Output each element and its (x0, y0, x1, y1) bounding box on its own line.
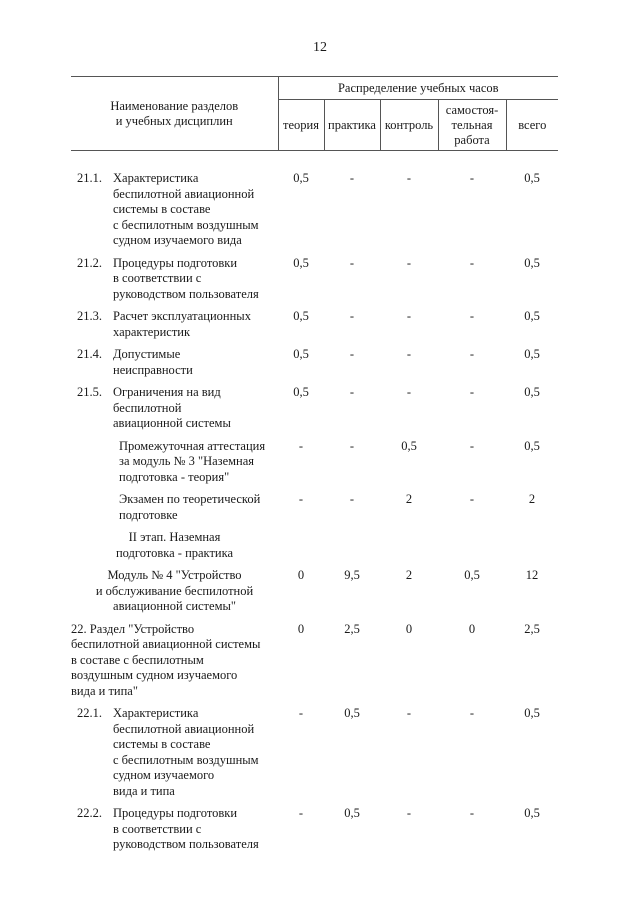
theory-value: 0,5 (293, 171, 309, 185)
table-row (71, 706, 558, 806)
control-value: 0,5 (401, 438, 417, 453)
name-column-header-text: Наименование разделов и учебных дисциплин (110, 98, 239, 128)
control-value: - (406, 255, 412, 270)
table-row (71, 492, 558, 530)
total-value: 0,5 (524, 385, 540, 399)
name-column-header (71, 77, 278, 151)
section-number: 21.3. (77, 309, 102, 323)
column-header-theory: теория (278, 100, 324, 151)
hours-distribution-header: Распределение учебных часов (278, 77, 558, 100)
self-study-value (438, 530, 506, 568)
discipline-cell (71, 568, 278, 622)
discipline-title: Расчет эксплуатационных характеристик (113, 309, 251, 339)
theory-value: 0 (297, 621, 305, 636)
practice-value: - (349, 347, 355, 361)
total-value: 0,5 (524, 706, 540, 720)
theory-value: - (298, 706, 304, 720)
control-value (380, 530, 438, 568)
theory-value (278, 530, 324, 568)
self-study-value: - (469, 706, 475, 720)
discipline-title: Процедуры подготовки в соответствии с руководством пользователя (113, 255, 259, 301)
table-row (71, 806, 558, 860)
discipline-cell (71, 309, 278, 347)
control-value: - (406, 309, 412, 323)
table-row (71, 530, 558, 568)
table-row (71, 385, 558, 439)
column-header-control: контроль (380, 100, 438, 151)
control-value: 2 (405, 568, 413, 582)
discipline-cell (71, 530, 278, 568)
table-row (71, 256, 558, 310)
practice-value: - (349, 385, 355, 399)
theory-value: 0,5 (293, 347, 309, 361)
discipline-cell (71, 492, 278, 530)
discipline-cell (71, 706, 278, 806)
column-header-practice: практика (324, 100, 380, 151)
table-row (71, 171, 558, 256)
self-study-value: - (469, 309, 475, 323)
practice-value: 2,5 (344, 621, 360, 636)
total-value: 2,5 (524, 621, 540, 636)
section-number: 22.1. (77, 706, 102, 720)
self-study-value: - (469, 255, 475, 270)
discipline-cell (71, 622, 278, 707)
discipline-title: Ограничения на вид беспилотной авиационной системы (113, 385, 231, 430)
section-number: 22.2. (77, 806, 102, 820)
section-number: 21.4. (77, 347, 102, 361)
theory-value: 0 (297, 568, 305, 582)
discipline-cell (71, 439, 278, 493)
table-row (71, 309, 558, 347)
column-header-self-study: самостоя- тельная работа (438, 100, 506, 151)
theory-value: 0,5 (293, 385, 309, 399)
practice-value: - (349, 309, 355, 323)
self-study-value: 0 (468, 621, 476, 636)
control-value: - (406, 171, 412, 185)
control-value: 2 (405, 492, 413, 506)
total-value: 0,5 (524, 255, 540, 270)
table-row (71, 622, 558, 707)
table-row (71, 439, 558, 493)
control-value: - (406, 706, 412, 720)
section-number: 21.2. (77, 255, 102, 270)
theory-value: - (298, 492, 304, 506)
control-value: - (406, 385, 412, 399)
theory-value: 0,5 (293, 255, 309, 270)
self-study-value: - (469, 171, 475, 185)
practice-value: - (349, 255, 355, 270)
practice-value: 0,5 (344, 806, 360, 820)
total-value: 2 (528, 492, 536, 506)
self-study-value: 0,5 (464, 568, 480, 582)
discipline-title: Допустимые неисправности (113, 347, 193, 377)
discipline-title: Процедуры подготовки в соответствии с руководством пользователя (113, 806, 259, 851)
discipline-title: Модуль № 4 "Устройство и обслуживание беспилотной авиационной системы" (95, 568, 254, 613)
self-study-value: - (469, 806, 475, 820)
self-study-value: - (469, 438, 475, 453)
discipline-title: Характеристика беспилотной авиационной системы в составе с беспилотным воздушным судном изучаемого вида и типа (113, 706, 259, 798)
discipline-cell (71, 806, 278, 860)
practice-value (324, 530, 380, 568)
total-value: 0,5 (524, 309, 540, 323)
self-study-value: - (469, 385, 475, 399)
total-value (506, 530, 558, 568)
theory-value: - (298, 438, 304, 453)
discipline-cell (71, 171, 278, 256)
discipline-cell (71, 385, 278, 439)
practice-value: 9,5 (344, 568, 360, 582)
total-value: 0,5 (524, 347, 540, 361)
discipline-title: Промежуточная аттестация за модуль № 3 "Наземная подготовка - теория" (119, 438, 266, 484)
self-study-value: - (469, 347, 475, 361)
discipline-cell (71, 256, 278, 310)
table-row (71, 568, 558, 622)
discipline-title: II этап. Наземная подготовка - практика (115, 530, 234, 560)
total-value: 0,5 (524, 806, 540, 820)
discipline-cell (71, 347, 278, 385)
discipline-title: Характеристика беспилотной авиационной системы в составе с беспилотным воздушным судном изучаемого вида (113, 171, 259, 247)
practice-value: - (349, 438, 355, 453)
total-value: 12 (525, 568, 539, 582)
page-number: 12 (313, 40, 327, 55)
theory-value: 0,5 (293, 309, 309, 323)
section-number: 21.5. (77, 385, 102, 399)
table-row (71, 347, 558, 385)
column-header-total: всего (506, 100, 558, 151)
curriculum-table (71, 76, 558, 860)
theory-value: - (298, 806, 304, 820)
self-study-value: - (469, 492, 475, 506)
control-value: 0 (405, 621, 413, 636)
discipline-title: 22. Раздел "Устройство беспилотной авиационной системы в составе с беспилотным воздушным судном изучаемого вида и типа" (71, 621, 261, 698)
control-value: - (406, 806, 412, 820)
discipline-title: Экзамен по теоретической подготовке (119, 492, 261, 522)
total-value: 0,5 (524, 171, 540, 185)
total-value: 0,5 (524, 438, 540, 453)
control-value: - (406, 347, 412, 361)
practice-value: - (349, 492, 355, 506)
section-number: 21.1. (77, 171, 102, 185)
table-body (71, 151, 558, 860)
practice-value: - (349, 171, 355, 185)
practice-value: 0,5 (344, 706, 360, 720)
